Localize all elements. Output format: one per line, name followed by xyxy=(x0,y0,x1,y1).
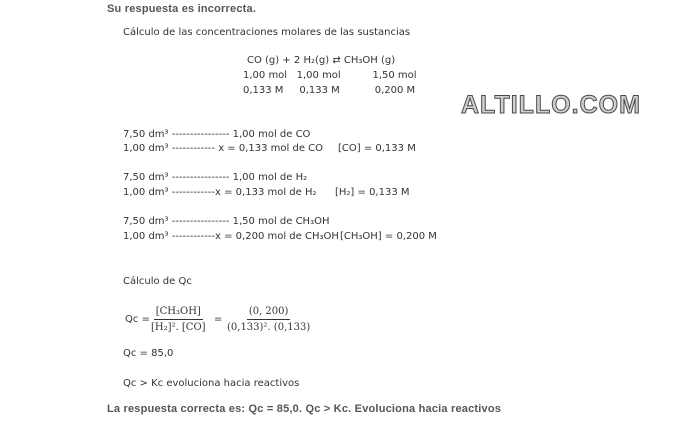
calc-h2-line-2: 1,00 dm³ ------------x = 0,133 mol de H₂ xyxy=(123,187,317,198)
qc-value: Qc = 85,0 xyxy=(123,348,174,359)
section-title: Cálculo de las concentraciones molares de las sustancias xyxy=(123,27,411,38)
calc-ch3oh-line-2: 1,00 dm³ ------------x = 0,200 mol de CH₃OH xyxy=(123,231,339,242)
reaction-equation: CO (g) + 2 H₂(g) ⇄ CH₃OH (g) xyxy=(247,55,396,66)
result-message: Su respuesta es incorrecta. xyxy=(107,3,257,15)
calc-h2-result: [H₂] = 0,133 M xyxy=(335,187,410,198)
calc-co-line-2: 1,00 dm³ ------------ x = 0,133 mol de CO xyxy=(123,143,324,154)
molarity-row: 0,133 M 0,133 M 0,200 M xyxy=(243,85,416,96)
qc-conclusion: Qc > Kc evoluciona hacia reactivos xyxy=(123,378,300,389)
calc-ch3oh-result: [CH₃OH] = 0,200 M xyxy=(340,231,437,242)
calc-co-result: [CO] = 0,133 M xyxy=(338,143,416,154)
qc-equals: = xyxy=(214,314,223,325)
qc-denominator-symbolic: [H₂]². [CO] xyxy=(151,322,206,333)
qc-lhs: Qc = xyxy=(125,314,150,325)
qc-numerator-symbolic: [CH₃OH] xyxy=(154,306,203,320)
watermark-logo: ALTILLO.COM xyxy=(461,91,641,119)
correct-answer: La respuesta correcta es: Qc = 85,0. Qc > Kc. Evoluciona hacia reactivos xyxy=(107,403,502,415)
qc-denominator-numeric: (0,133)². (0,133) xyxy=(227,322,311,333)
calc-co-line-1: 7,50 dm³ ---------------- 1,00 mol de CO xyxy=(123,129,311,140)
qc-fraction-symbolic xyxy=(149,306,208,335)
qc-title: Cálculo de Qc xyxy=(123,276,192,287)
qc-fraction-numeric xyxy=(225,306,312,335)
moles-row: 1,00 mol 1,00 mol 1,50 mol xyxy=(243,70,417,81)
calc-h2-line-1: 7,50 dm³ ---------------- 1,00 mol de H₂ xyxy=(123,172,308,183)
qc-numerator-numeric: (0, 200) xyxy=(247,306,291,320)
calc-ch3oh-line-1: 7,50 dm³ ---------------- 1,50 mol de CH₃OH xyxy=(123,216,330,227)
